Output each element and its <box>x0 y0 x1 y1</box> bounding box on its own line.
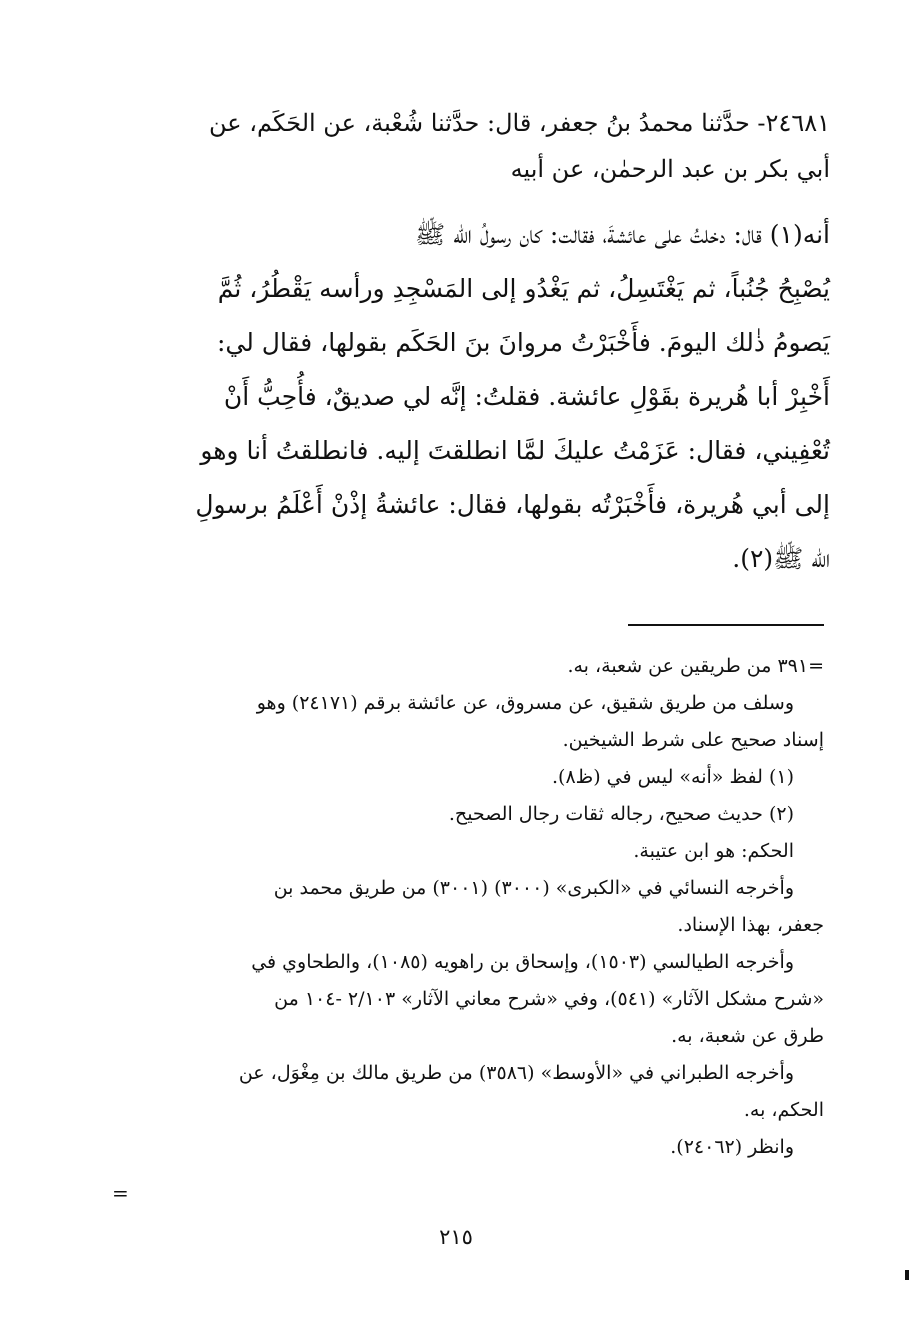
footnote-line: الحكم، به. <box>743 1099 824 1121</box>
matn-line: إلى أبي هُريرة، فأَخْبَرْتُه بقولها، فقال: عائشةُ إذْنْ أَعْلَمُ برسولِ <box>195 490 830 519</box>
footnote-line: (٢) حديث صحيح، رجاله ثقات رجال الصحيح. <box>448 803 794 825</box>
footnote-line: وانظر (٢٤٠٦٢). <box>670 1136 794 1158</box>
continuation-mark: = <box>112 1181 129 1205</box>
matn-line: يُصْبِحُ جُنُباً، ثم يَغْتَسِلُ، ثم يَغْدُو إلى المَسْجِدِ ورأسه يَقْطُرُ، ثُمَّ <box>217 274 830 303</box>
isnad-line: أبي بكر بن عبد الرحمٰن، عن أبيه <box>510 155 830 183</box>
isnad-line: ٢٤٦٨١- حدَّثنا محمدُ بنُ جعفر، قال: حدَّثنا شُعْبة، عن الحَكَم، عن <box>209 109 830 137</box>
footnote-line: «شرح مشكل الآثار» (٥٤١)، وفي «شرح معاني الآثار» ٢/١٠٣ -١٠٤ من <box>274 988 824 1010</box>
footnote-line: الحكم: هو ابن عتيبة. <box>633 840 794 862</box>
scan-edge-mark <box>905 1270 909 1280</box>
footnote-line: طرق عن شعبة، به. <box>671 1025 824 1047</box>
footnote-separator <box>628 624 824 626</box>
footnote-line: (١) لفظ «أنه» ليس في (ظ٨). <box>551 766 794 788</box>
footnote-line: وأخرجه الطبراني في «الأوسط» (٣٥٨٦) من طريق مالك بن مِغْوَل، عن <box>238 1062 794 1084</box>
footnote-line: إسناد صحيح على شرط الشيخين. <box>562 729 824 751</box>
hadith-matn <box>130 208 830 586</box>
matn-line: تُعْفِيني، فقال: عَزَمْتُ عليكَ لمَّا انطلقتَ إليه. فانطلقتُ أنا وهو <box>200 436 830 465</box>
matn-line: أَخْبِرْ أبا هُريرة بقَوْلِ عائشة. فقلتُ: إنَّه لي صديقٌ، فأُحِبُّ أَنْ <box>223 382 830 411</box>
matn-line: الله ﷺ(٢). <box>732 544 830 573</box>
matn-line: يَصومُ ذٰلك اليومَ. فأَخْبَرْتُ مروانَ بنَ الحَكَم بقولها، فقال لي: <box>216 328 830 357</box>
footnote-line: جعفر، بهذا الإسناد. <box>677 914 824 936</box>
footnote-line: =٣٩١ من طريقين عن شعبة، به. <box>567 655 824 677</box>
footnote-line: وأخرجه النسائي في «الكبرى» (٣٠٠٠) (٣٠٠١) من طريق محمد بن <box>273 877 794 899</box>
page-number: ٢١٥ <box>439 1225 473 1249</box>
footnote-line: وسلف من طريق شقيق، عن مسروق، عن عائشة برقم (٢٤١٧١) وهو <box>256 692 794 714</box>
hadith-isnad <box>130 100 830 192</box>
footnotes <box>129 648 824 1166</box>
matn-line: أنه(١) قال: دخلتُ على عائشةَ، فقالت: كان رسولُ الله ﷺ <box>415 220 830 249</box>
footnote-line: وأخرجه الطيالسي (١٥٠٣)، وإسحاق بن راهويه (١٠٨٥)، والطحاوي في <box>251 951 794 973</box>
